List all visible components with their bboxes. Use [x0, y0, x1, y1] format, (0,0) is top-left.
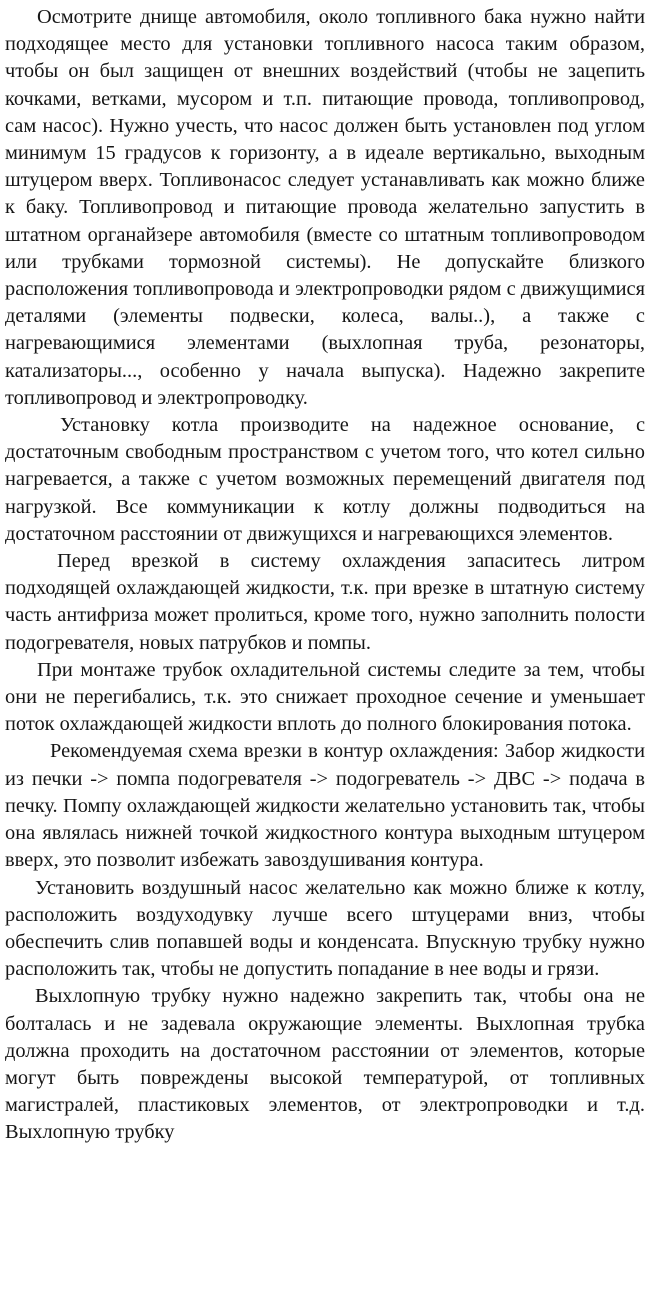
paragraph-cooling-circuit-scheme: Рекомендуемая схема врезки в контур охлаждения: Забор жидкости из печки -> помпа подогревателя -> подогреватель -> ДВС -> подача в печку. Помпу охлаждающей жидкости желательно установить так, чтобы она являлась нижней точкой жидкостного контура выходным штуцером вверх, это позволит избежать завоздушивания контура.: [5, 740, 645, 872]
paragraph-fuel-pump-installation: Осмотрите днище автомобиля, около топливного бака нужно найти подходящее место для установки топливного насоса таким образом, чтобы он был защищен от внешних воздействий (чтобы не зацепить кочками, ветками, мусором и т.п. питающие провода, топливопровод, сам насос). Нужно учесть, что насос должен быть установлен под углом минимум 15 градусов к горизонту, а в идеале вертикально, выходным штуцером вверх. Топливонасос следует устанавливать как можно ближе к баку. Топливопровод и питающие провода желательно запустить в штатном органайзере автомобиля (вместе со штатным топливопроводом или трубками тормозной системы). Не допускайте близкого расположения топливопровода и электропроводки рядом с движущимися деталями (элементы подвески, колеса, валы..), а также с нагревающимися элементами (выхлопная труба, резонаторы, катализаторы..., особенно у начала выпуска). Надежно закрепите топливопровод и электропроводку.: [5, 6, 645, 409]
paragraph-coolant-preparation: Перед врезкой в систему охлаждения запаситесь литром подходящей охлаждающей жидкости, т.к. при врезке в штатную систему часть антифриза может пролиться, кроме того, нужно заполнить полости подогревателя, новых патрубков и помпы.: [5, 550, 645, 654]
paragraph-air-pump: Установить воздушный насос желательно как можно ближе к котлу, расположить воздуходувку лучше всего штуцерами вниз, чтобы обеспечить слив попавшей воды и конденсата. Впускную трубку нужно расположить так, чтобы не допустить попадание в нее воды и грязи.: [5, 876, 645, 981]
paragraph-cooling-tubes: При монтаже трубок охладительной системы следите за тем, чтобы они не перегибались, т.к. это снижает проходное сечение и уменьшает поток охлаждающей жидкости вплоть до полного блокирования потока.: [5, 658, 645, 736]
paragraph-boiler-installation: Установку котла производите на надежное основание, с достаточным свободным пространством с учетом того, что котел сильно нагревается, а также с учетом возможных перемещений двигателя под нагрузкой. Все коммуникации к котлу должны подводиться на достаточном расстоянии от движущихся и нагревающихся элементов.: [5, 414, 645, 545]
document-page: [5, 4, 645, 1147]
paragraph-exhaust-tube: Выхлопную трубку нужно надежно закрепить так, чтобы она не болталась и не задевала окружающие элементы. Выхлопная трубка должна проходить на достаточном расстоянии от элементов, которые могут быть повреждены высокой температурой, от топливных магистралей, пластиковых элементов, от электропроводки и т.д. Выхлопную трубку: [5, 985, 645, 1144]
